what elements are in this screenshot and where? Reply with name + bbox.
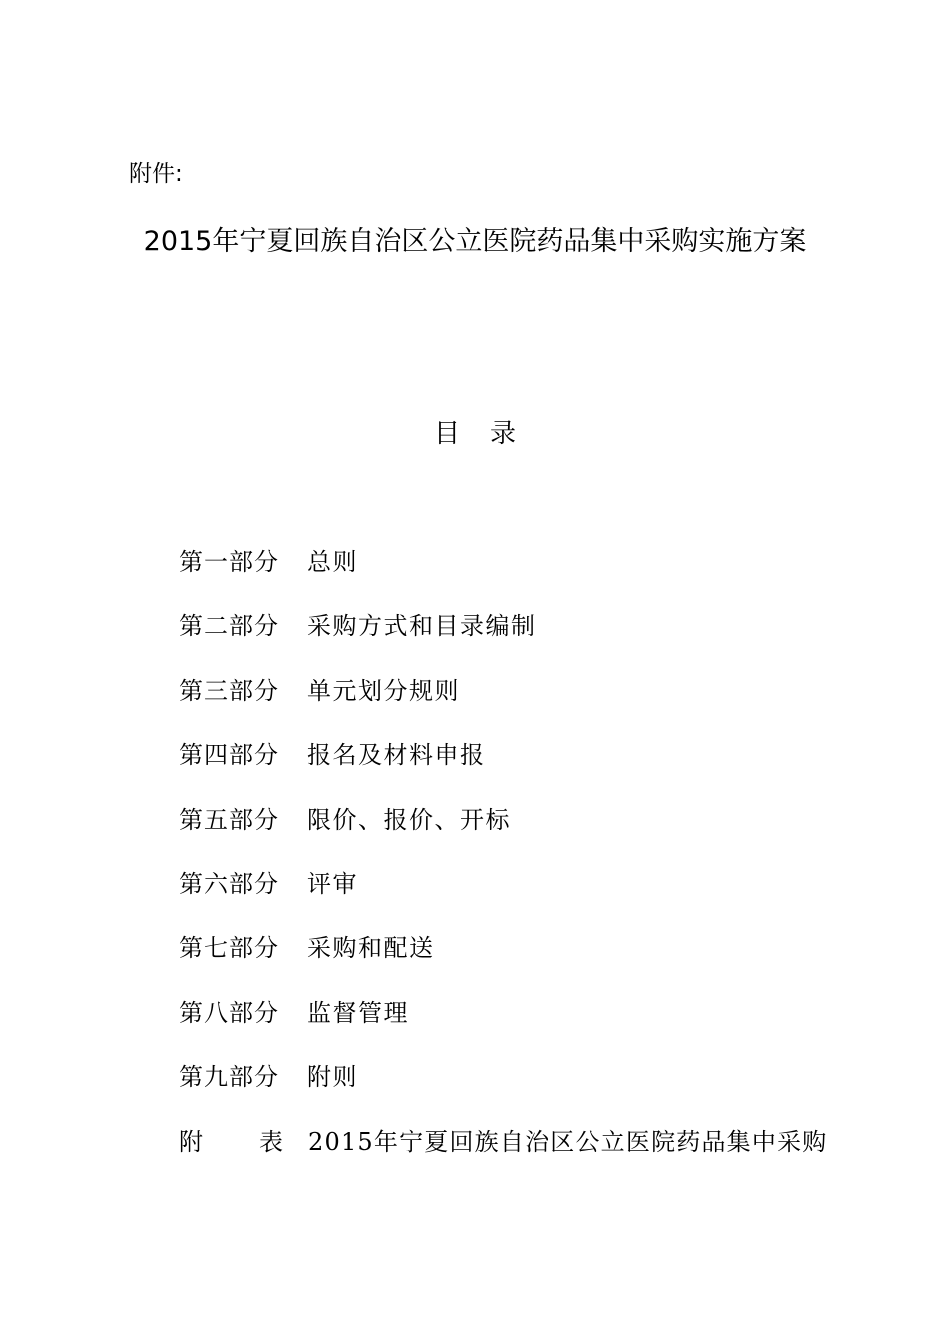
attachment-label: 附件:	[129, 161, 183, 187]
appendix-title: 2015年宁夏回族自治区公立医院药品集中采购	[308, 1127, 828, 1156]
toc-item-part-3	[179, 673, 899, 737]
toc-part-title: 评审	[307, 869, 358, 898]
toc-item-part-2	[179, 608, 899, 672]
toc-part-title: 报名及材料申报	[307, 741, 486, 770]
toc-item-part-7	[179, 930, 899, 994]
toc-part-title: 采购方式和目录编制	[307, 612, 537, 641]
toc-part-label: 第七部分	[179, 934, 279, 963]
toc-part-title: 总则	[307, 548, 358, 576]
toc-part-label: 第五部分	[179, 805, 279, 834]
toc-part-title: 单元划分规则	[307, 676, 460, 705]
toc-heading: 目录	[433, 419, 546, 449]
toc-part-label: 第八部分	[179, 998, 279, 1027]
toc-part-title: 监督管理	[307, 998, 409, 1027]
toc-part-label: 第九部分	[179, 1063, 279, 1092]
toc-part-label: 第四部分	[179, 741, 279, 770]
toc-part-label: 第一部分	[179, 548, 279, 576]
toc-part-label: 第二部分	[179, 612, 279, 641]
toc-part-label: 第三部分	[179, 676, 279, 705]
appendix-label-first: 附	[179, 1127, 203, 1156]
table-of-contents	[179, 544, 899, 1174]
toc-item-part-4	[179, 737, 899, 801]
toc-part-label: 第六部分	[179, 869, 279, 898]
toc-part-title: 采购和配送	[307, 934, 435, 963]
toc-item-part-5	[179, 802, 899, 866]
toc-part-title: 限价、报价、开标	[307, 805, 511, 834]
toc-item-part-8	[179, 995, 899, 1059]
appendix-label-second: 表	[259, 1127, 283, 1156]
toc-item-part-1	[179, 544, 899, 608]
toc-item-appendix	[179, 1124, 899, 1174]
toc-part-title: 附则	[307, 1063, 358, 1092]
toc-item-part-6	[179, 866, 899, 930]
toc-item-part-9	[179, 1059, 899, 1123]
document-title: 2015年宁夏回族自治区公立医院药品集中采购实施方案	[143, 226, 807, 257]
